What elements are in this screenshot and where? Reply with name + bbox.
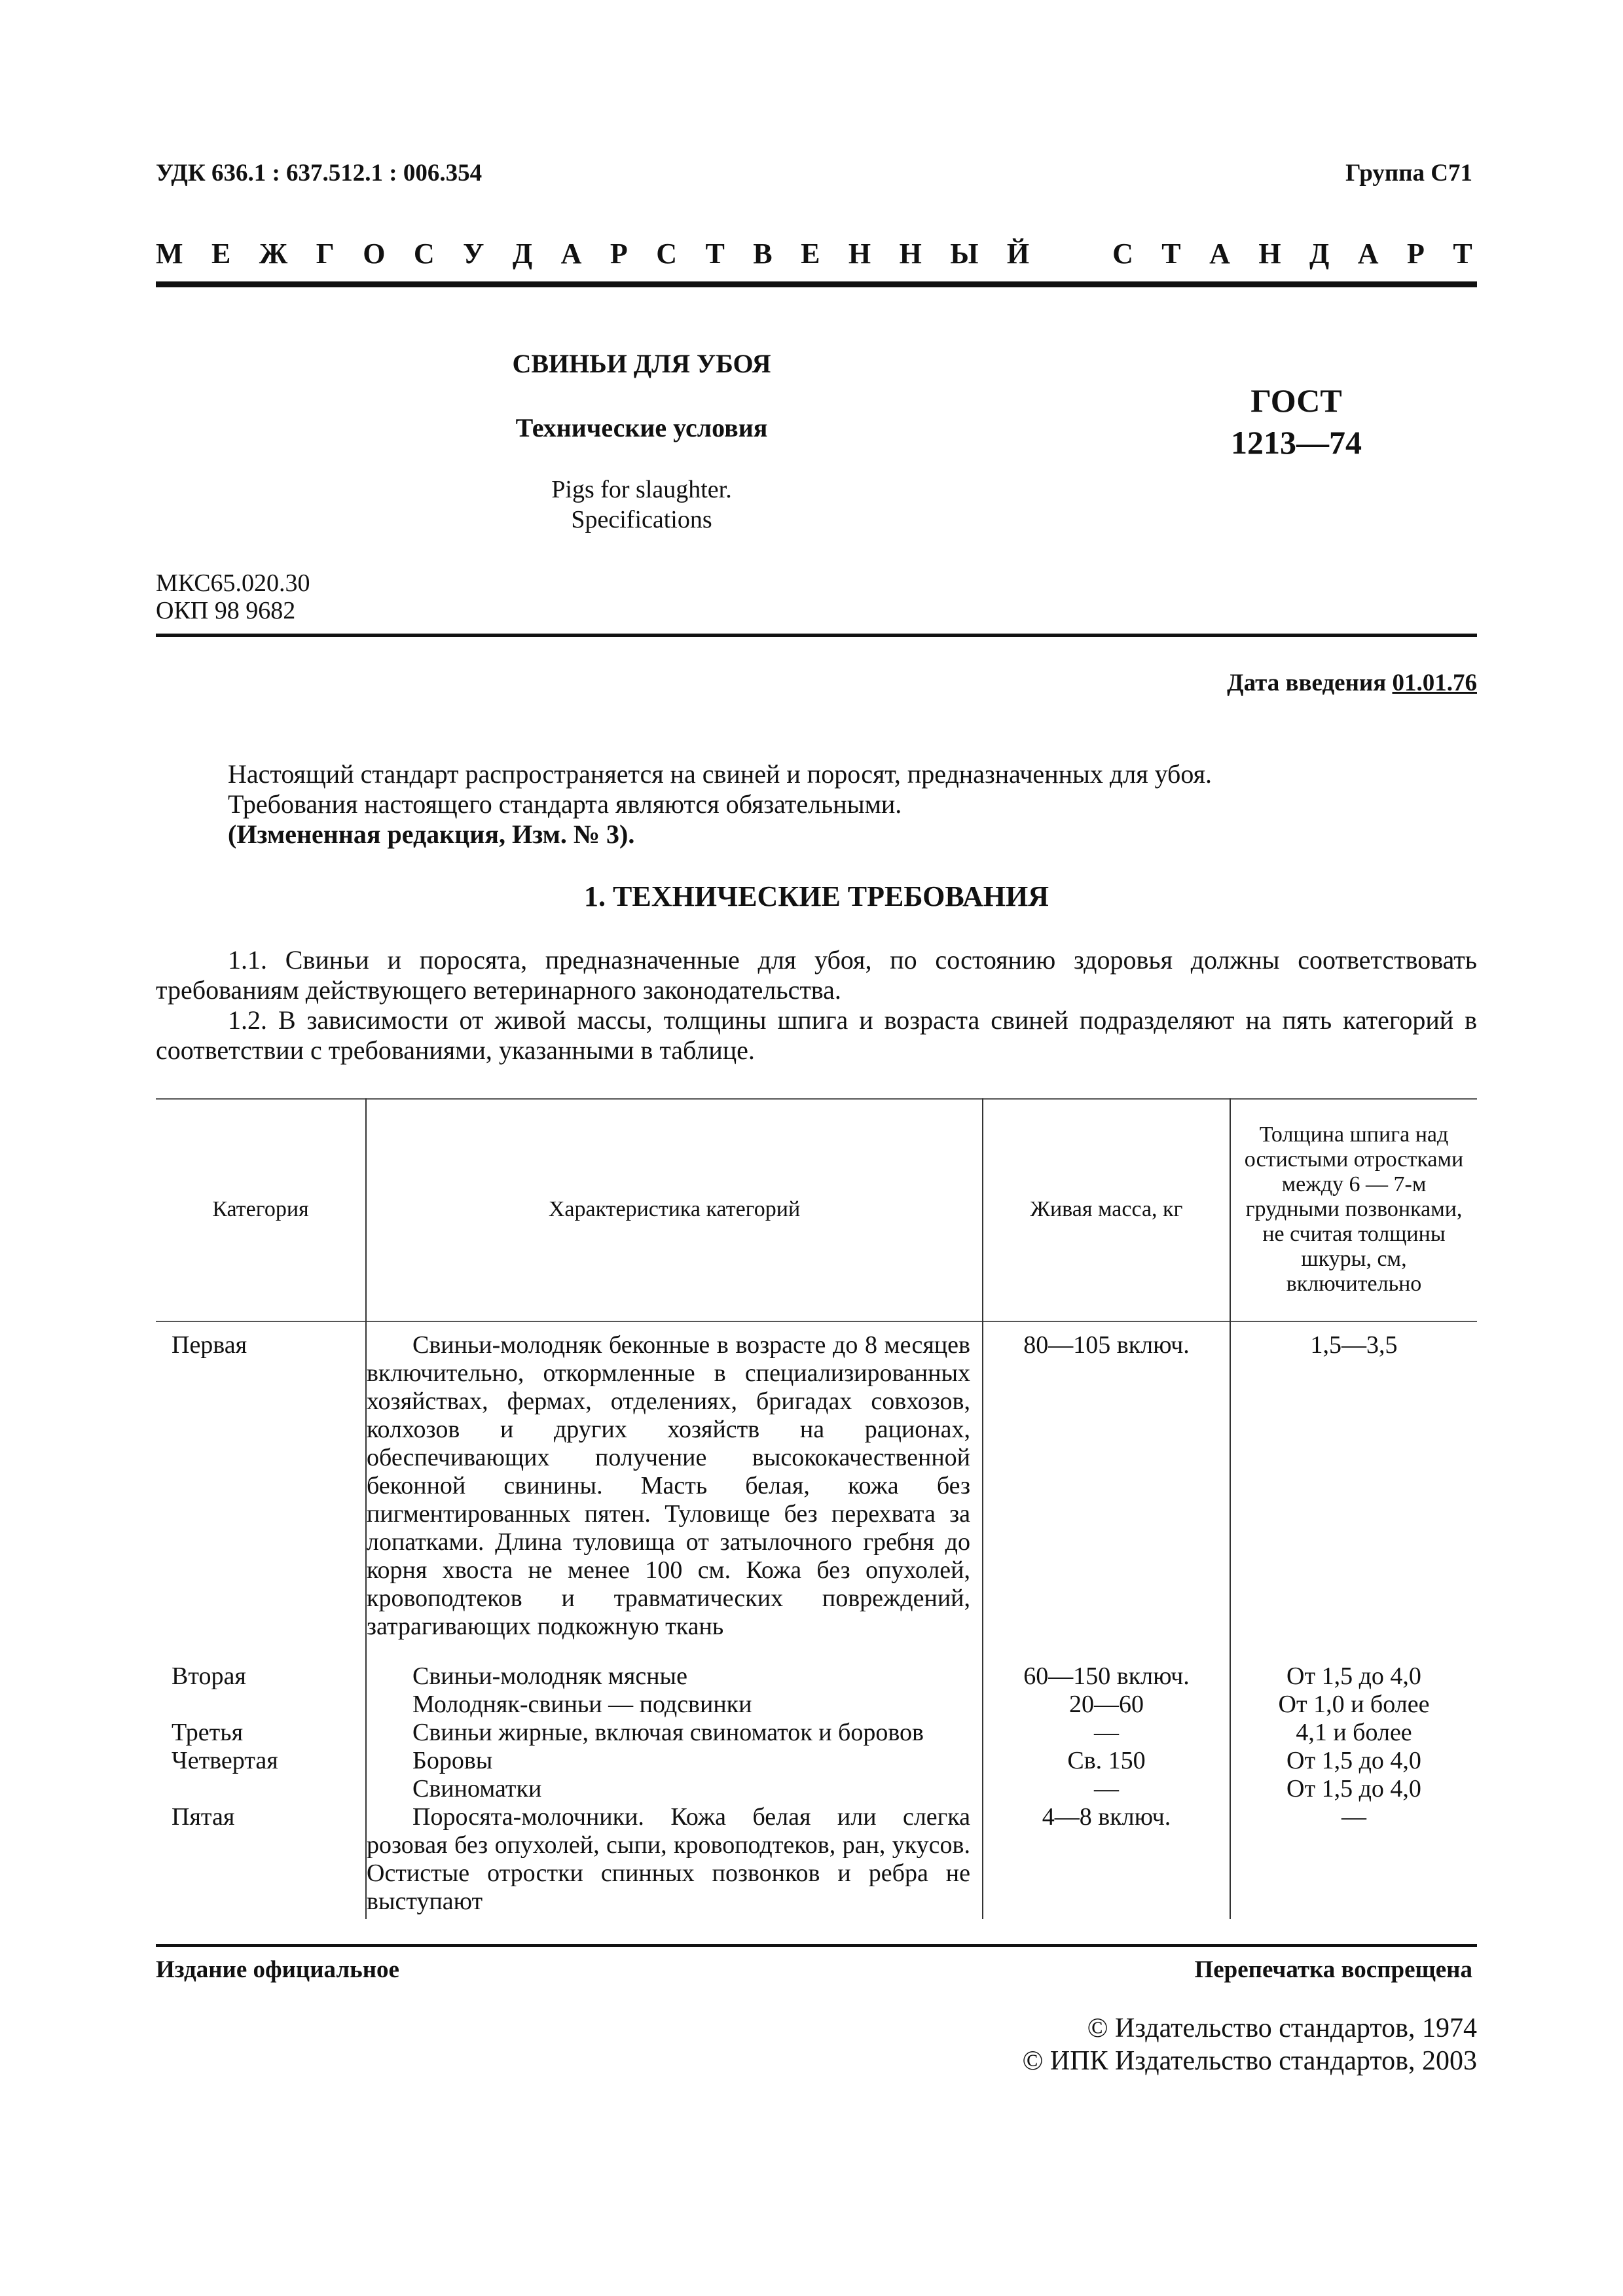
row-fourth-mass: Св. 150 [1067, 1747, 1146, 1774]
udk-code: УДК 636.1 : 637.512.1 : 006.354 [156, 160, 483, 187]
row-subrow-description: Молодняк-свиньи — подсвинки [412, 1691, 752, 1718]
row-third-category: Третья [172, 1719, 244, 1746]
okp-code: ОКП 98 9682 [156, 597, 296, 624]
codes-rule [156, 634, 1477, 637]
gost-number: 1213—74 [1231, 424, 1362, 461]
row-first-fat: 1,5—3,5 [1310, 1331, 1398, 1359]
row-subrow-fat: От 1,0 и более [1278, 1691, 1430, 1718]
row-fifth-description: Поросята-молочники. Кожа белая или слегка розовая без опухолей, сыпи, кровоподтеков, ран, укусов. Остистые отростки спинных позвонков и ребра не выступают [367, 1803, 970, 1915]
row-fourth-fat: От 1,5 до 4,0 [1286, 1747, 1421, 1774]
copyright-2003: © ИПК Издательство стандартов, 2003 [1022, 2046, 1477, 2076]
header-mass: Живая масса, кг [1030, 1197, 1183, 1221]
intro-amendment: (Измененная редакция, Изм. № 3). [228, 819, 635, 849]
header-fat: Толщина шпига над остистыми отростками между 6 — 7-м грудными позвонками, не считая толщины шкуры, см, включительно [1244, 1122, 1464, 1296]
english-title-line2: Specifications [571, 506, 712, 533]
row-fifth-category: Пятая [172, 1803, 235, 1831]
row-fifth-mass: 4—8 включ. [1042, 1803, 1171, 1831]
gost-label: ГОСТ [1250, 382, 1342, 419]
header-rule [156, 281, 1477, 287]
reprint-prohibited: Перепечатка воспрещена [1194, 1956, 1472, 1983]
row-sows-description: Свиноматки [412, 1775, 542, 1803]
footer-rule [156, 1944, 1477, 1947]
document-subtitle: Технические условия [515, 413, 768, 442]
row-first-category: Первая [172, 1331, 247, 1359]
row-fourth-category: Четвертая [172, 1747, 278, 1774]
mks-code: МКС65.020.30 [156, 569, 310, 597]
row-fifth-fat: — [1341, 1803, 1366, 1831]
row-sows-fat: От 1,5 до 4,0 [1286, 1775, 1421, 1803]
header-characteristic: Характеристика категорий [548, 1197, 801, 1221]
header-category: Категория [212, 1197, 309, 1221]
row-second-mass: 60—150 включ. [1023, 1662, 1190, 1690]
group-code: Группа С71 [1345, 160, 1472, 187]
intro-line2: Требования настоящего стандарта являются обязательными. [228, 789, 902, 819]
row-third-fat: 4,1 и более [1296, 1719, 1412, 1746]
table-header-rule [156, 1321, 1477, 1322]
row-first-mass: 80—105 включ. [1023, 1331, 1190, 1359]
row-third-mass: — [1094, 1719, 1119, 1746]
intro-date-label: Дата введения [1227, 670, 1387, 696]
row-subrow-mass: 20—60 [1069, 1691, 1144, 1718]
section-heading: 1. ТЕХНИЧЕСКИЕ ТРЕБОВАНИЯ [584, 880, 1049, 912]
row-sows-mass: — [1094, 1775, 1119, 1803]
interstate-standard-heading: М Е Ж Г О С У Д А Р С Т В Е Н Н Ы Й С Т А Н Д А Р Т [156, 238, 1472, 270]
document-title: СВИНЬИ ДЛЯ УБОЯ [512, 349, 771, 378]
paragraph-1-2: 1.2. В зависимости от живой массы, толщины шпига и возраста свиней подразделяют на пять категорий в соответствии с требованиями, указанными в таблице. [156, 1005, 1477, 1065]
paragraph-1-1: 1.1. Свиньи и поросята, предназначенные для убоя, по состоянию здоровья должны соответствовать требованиям действующего ветеринарного законодательства. [156, 945, 1477, 1005]
row-second-category: Вторая [172, 1662, 246, 1690]
categories-table [156, 1098, 1477, 1919]
copyright-1974: © Издательство стандартов, 1974 [1087, 2013, 1477, 2043]
row-fourth-description: Боровы [412, 1747, 493, 1774]
intro-date [1227, 669, 1477, 697]
row-second-description: Свиньи-молодняк мясные [412, 1662, 687, 1690]
official-edition: Издание официальное [156, 1956, 399, 1983]
row-third-description: Свиньи жирные, включая свиноматок и боровов [412, 1719, 924, 1746]
row-second-fat: От 1,5 до 4,0 [1286, 1662, 1421, 1690]
english-title-line1: Pigs for slaughter. [551, 476, 732, 503]
row-first-description: Свиньи-молодняк беконные в возрасте до 8 месяцев включительно, откормленные в специализированных хозяйствах, фермах, отделениях, бригадах совхозов, колхозов и других хозяйств на рационах, обеспечивающих получение высококачественной беконной свинины. Масть белая, кожа без пигментированных пятен. Туловище без перехвата за лопатками. Длина туловища от затылочного гребня до корня хвоста не менее 100 см. Кожа без опухолей, кровоподтеков и травматических повреждений, затрагивающих подкожную ткань [367, 1331, 970, 1640]
intro-line1: Настоящий стандарт распространяется на свиней и поросят, предназначенных для убоя. [228, 759, 1213, 789]
intro-date-value: 01.01.76 [1392, 670, 1477, 696]
